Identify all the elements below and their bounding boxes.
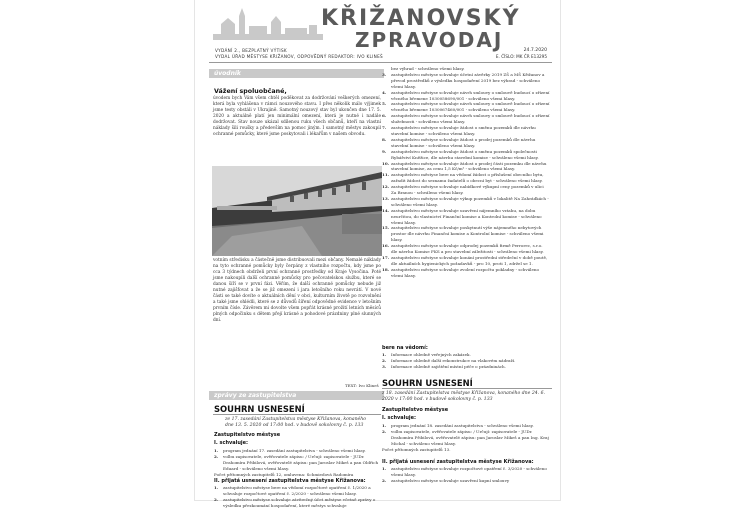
town-skyline-logo (213, 6, 323, 46)
publisher-line: VYDAL ÚŘAD MĚSTYSE KŘIŽANOV, ODPOVĚDNÝ REDAKTOR: IVO KLINEŠ (215, 54, 383, 59)
section-bar-council (209, 391, 384, 400)
section2-heading-right: II. přijatá usnesení zastupitelstva městyse Křižanova: (382, 459, 534, 465)
editorial-text-bottom (213, 258, 381, 382)
list-item: 1. zastupitelstvo městyse schvaluje rozpočtové opatření č. 3/2020 - schváleno všemi hlasy. (382, 466, 547, 477)
note: Počet přítomných zastupitelů 12, omluvena: Schmiedová Radomíra (214, 471, 354, 477)
list-item: 4. zastupitelstvo městyse schvaluje návrh smlouvy o smlouvě budoucí o zřízení věcného břemene 1030058690/001 - schváleno všemi hlasy. (382, 89, 550, 101)
list-item: 8. zastupitelstvo městyse schvaluje žádost o prodej pozemků dle návrhu stavební komise - schváleno všemi hlasy. (382, 136, 536, 148)
resolution-list-right-3 (382, 466, 550, 484)
resolution-list-left-1 (214, 448, 382, 478)
list-item: 1. program jednání 17. zasedání zastupitelstva - schváleno všemi hlasy. (214, 448, 366, 453)
list-item: 15. zastupitelstvo městyse schvaluje poskytnutí výše nájemného nebytových prostor dle návrhu Finanční komise a Kontrolní komise - schváleno všemi hlasy. (382, 225, 544, 243)
list-item: 18. zastupitelstvo městyse schvaluje zvolení rozpočtu pokladny - schváleno všemi hlasy. (382, 266, 539, 278)
heading-underline (382, 388, 552, 389)
section2-heading-left: II. přijatá usnesení zastupitelstva městyse Křižanova: (214, 478, 366, 484)
issue-line: VYDÁNÍ 2., BEZPLATNÝ VÝTISK (215, 48, 287, 53)
list-item: 2. zastupitelstvo městyse schvaluje uzavření kupní smlouvy (382, 477, 510, 483)
list-item: 2. zastupitelstvo městyse schvaluje závěrečný účet městyse včetně zprávy o výsledku přezkoumání hospodaření, které městys schvaluje (214, 496, 376, 508)
list-item: 1. zastupitelstvo městyse bere na vědomí rozpočtové opatření č. 1/2020 a schvaluje rozpočtové opatření č. 2/2020 - schváleno všemi hlasy. (214, 485, 371, 496)
list-item: 7. zastupitelstvo městyse schvaluje žádost o směnu pozemků dle návrhu stavební komise - schváleno všemi hlasy. (382, 125, 536, 136)
list-item: 2. volbu zapisovatele, ověřovatele zápisu: / Určují: zapisovatele - JUDr. Drahomíra Přibilová, ověřovatelé zápisu: pan Jaroslav Mikeš a pan Oldřich Eduard - schváleno všemi hlasy. (214, 453, 379, 471)
meeting-subtitle-right: z 18. zasedání Zastupitelstva městyse Křižanova, konaného dne 24. 6. 2020 v 17:00 hod. v budově sokolovny č. p. 133 (382, 391, 545, 403)
summary-heading-right: SOUHRN USNESENÍ (382, 378, 473, 388)
org-heading-left: Zastupitelstvo městyse (214, 432, 281, 438)
greeting-heading: Vážení spoluobčané, (214, 88, 287, 95)
schvaluje-heading-right: I. schvaluje: (382, 415, 417, 421)
masthead (195, 0, 560, 62)
note: Počet přítomných zastupitelů 13. (382, 446, 451, 452)
heading-underline (213, 414, 381, 415)
resolution-list-right-1 (382, 66, 550, 279)
list-item: 9. zastupitelstvo městyse schvaluje žádost o směnu pozemků společnosti Rybářství Kněžice, dle návrhu stavební komise - schváleno všemi hlasy. (382, 148, 539, 160)
section-label: zprávy ze zastupitelstva (214, 392, 297, 399)
list-item: 13. zastupitelstvo městyse schvaluje výkup pozemků v lokalitě Na Zahrádkách - schváleno všemi hlasy. (382, 195, 549, 207)
section-bar-uvodnik (209, 69, 384, 78)
title-line-2: ZPRAVODAJ (355, 28, 504, 52)
list-item: 10. zastupitelstvo městyse schvaluje žádost o prodej části pozemku dle návrhu stavební komise, za cenu 1,5 Kč/m² - schváleno všemi hlasy. (382, 160, 547, 172)
newsletter-page (195, 0, 560, 508)
list-item: 6. zastupitelstvo městyse schvaluje návrh smlouvy o smlouvě budoucí o zřízení služebnosti - schváleno všemi hlasy. (382, 113, 550, 125)
registration-number: E. ČÍSLO: MK ČR E13295 (495, 54, 547, 59)
list-item: bez výhrad - schváleno všemi hlasy. (391, 66, 465, 71)
org-heading-right: Zastupitelstvo městyse (382, 407, 449, 413)
editorial-paragraph: votním středisku a částečně jsme distribuovali mezi občany. Nemalé náklady na tyto ochranné pomůcky byly čerpány z vlastního rozpočtu, kdy jsme po cca 3 týdnech obdrželi první ochranné prostředky od Kraje Vysočina. Poté jsme nakoupili další ochranné pomůcky pro pečovatelskou službu, které se danou šíří se v první fázi. Věřím, že další ochranné pomůcky nebude již nutné zajišťovat a že se již omezení i jara letošního roku nevrátí. V nové části se také dovíte o aktuálních dění v obci, kulturním životě po rozvolnění a také jsme ohlédli, které se z důvodů šíření odpovědné evidence v letošním prvním čísle. Závěrem mi dovolte všem popřát krásné prožití letních měsíců plných odpočinku s dětem přejí krásné a pohodové prázdniny plné slunných dní. (213, 258, 381, 324)
list-item: 17. zastupitelstvo městyse schvaluje konání prostřední středeční v době poutě, dle aktuálních hygienických požadavků - pro 10, proti 1, zdržel se 1. (382, 255, 548, 266)
list-item: 5. zastupitelstvo městyse schvaluje návrh smlouvy o smlouvě budoucí o zřízení věcného břemene 1030067460/001 - schváleno všemi hlasy. (382, 101, 550, 113)
list-item: 11. zastupitelstvo městyse bere na vědomí žádost o příslušení obecního bytu, zařadit žádost do seznamu žadatelů o obecní byt - schváleno všemi hlasy. (382, 172, 544, 184)
street-photo (212, 166, 382, 256)
bere-list (382, 352, 550, 370)
list-item: 14. zastupitelstvo městyse schvaluje uzavření nájemního vztahu, na dobu neurčitou, do vlastnictví Finanční komise a Kontrolní komise - schváleno všemi hlasy. (382, 207, 542, 225)
schvaluje-heading-left: I. schvaluje: (214, 440, 249, 446)
masthead-divider (209, 62, 552, 63)
list-item: 16. zastupitelstvo městyse schvaluje odprodej pozemků firmě Perrorec, s.r.o. dle návrhu Komise FKS a pro stavební záležitosti - schváleno všemi hlasy. (382, 243, 544, 255)
title-line-1: KŘIŽANOVSKÝ (321, 6, 521, 31)
editorial-signature: TEXT: Ivo Klineš (345, 383, 379, 388)
editorial-paragraph: úvodem bych Vám všem chtěl poděkovat za dodržování veškerých omezení, která byla vyhlášena v rámci nouzového stavu. I přes několik málo výjimek jsme testy obstáli v Ukrajině. Samotný nouzový stav byl ukončen dne 17. 5. 2020 a aktuálně platí jen minimální omezení, která je nutné i nadále dodržovat. Stav nouze ukázal sdílenou ruku všech občanů, kteří na vlastní náklady šili roušky a především na pomoc jiným. I samotný městys zakoupil ochranné pomůcky, které jsme poskytovali i lékařům v našem obvodu. (213, 96, 381, 138)
list-item: 1. Informace ohledně veřejných zakázek. (382, 352, 471, 357)
list-item: 3. zastupitelstvo městyse schvaluje účetní závěrky 2019 ZŠ a MŠ Křižanov a převod prostředků z výsledku hospodaření 2019 bez výhrad - schváleno všemi hlasy. (382, 71, 545, 89)
list-item: 1. program jednání 18. zasedání zastupitelstva - schváleno všemi hlasy. (382, 423, 534, 428)
summary-heading-left: SOUHRN USNESENÍ (214, 404, 305, 414)
list-item: 2. volbu zapisovatele, ověřovatele zápisu: / Určují: zapisovatele - JUDr. Drahomíra Přibilová, ověřovatelé zápisu: pan Jaroslav Mikeš a pan Ing. Kraj Michal - schváleno všemi hlasy. (382, 428, 549, 446)
bere-heading: bere na vědomí: (382, 345, 428, 351)
resolution-list-right-2 (382, 423, 550, 453)
meeting-subtitle-left: ze 17. zasedání Zastupitelstva městyse Křižanova, konaného dne 13. 5. 2020 od 17:00 hod. v budově sokolovny č. p. 133 (225, 417, 366, 429)
editorial-text-top (213, 96, 381, 164)
section-label: úvodník (214, 70, 241, 77)
list-item: 2. Informace ohledně další rekonstrukce na vlakovém nádraží. (382, 357, 516, 363)
resolution-list-left-2 (214, 485, 382, 509)
list-item: 3. Informace ohledně zajištění místní péče o prázdninách. (382, 363, 506, 369)
issue-date: 24.7.2020 (523, 48, 547, 53)
list-item: 12. zastupitelstvo městyse schvaluje nabídkové výkupní ceny pozemků v ulici Za Branou - schváleno všemi hlasy. (382, 184, 544, 196)
